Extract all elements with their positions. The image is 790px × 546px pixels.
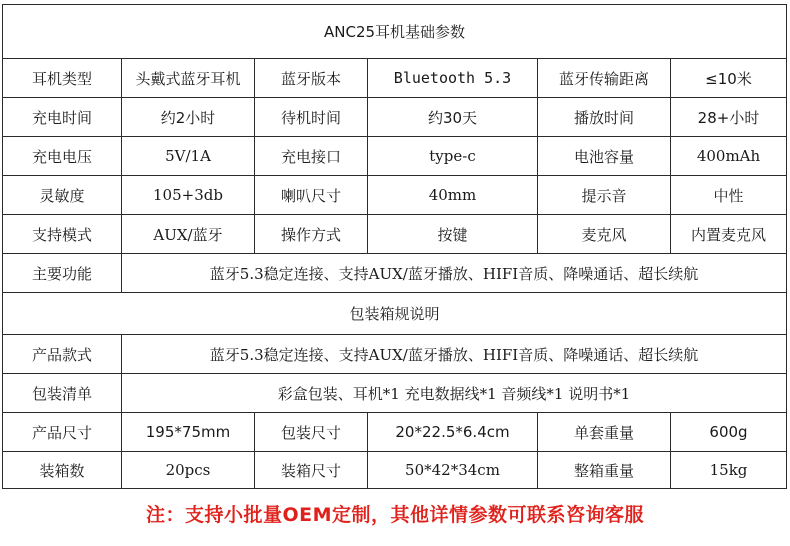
packaging-title: 包装箱规说明 <box>3 293 787 335</box>
spec-cell-value: 约2小时 <box>122 98 255 137</box>
spec-cell-value: type-c <box>368 137 538 176</box>
pack-cell-value: 15kg <box>671 452 787 489</box>
spec-cell-label: 待机时间 <box>255 98 368 137</box>
packing-list-value: 彩盒包装、耳机*1 充电数据线*1 音频线*1 说明书*1 <box>122 374 787 413</box>
spec-cell-value: 按键 <box>368 215 538 254</box>
spec-cell-label: 电池容量 <box>538 137 671 176</box>
spec-cell-value: 400mAh <box>671 137 787 176</box>
spec-table <box>2 4 787 489</box>
spec-cell-label: 灵敏度 <box>3 176 122 215</box>
spec-cell-value: 中性 <box>671 176 787 215</box>
pack-cell-label: 产品尺寸 <box>3 413 122 452</box>
spec-sheet <box>2 4 786 489</box>
function-label: 主要功能 <box>3 254 122 293</box>
pack-cell-value: 600g <box>671 413 787 452</box>
spec-cell-label: 麦克风 <box>538 215 671 254</box>
pack-cell-value: 195*75mm <box>122 413 255 452</box>
spec-cell-value: 内置麦克风 <box>671 215 787 254</box>
spec-cell-value: 头戴式蓝牙耳机 <box>122 59 255 98</box>
spec-cell-label: 充电电压 <box>3 137 122 176</box>
oem-note: 注：支持小批量OEM定制，其他详情参数可联系咨询客服 <box>145 504 645 526</box>
spec-cell-value: AUX/蓝牙 <box>122 215 255 254</box>
pack-cell-value: 50*42*34cm <box>368 452 538 489</box>
style-value: 蓝牙5.3稳定连接、支持AUX/蓝牙播放、HIFI音质、降噪通话、超长续航 <box>122 335 787 374</box>
spec-cell-value: ≤10米 <box>671 59 787 98</box>
spec-cell-value: 105+3db <box>122 176 255 215</box>
pack-cell-label: 单套重量 <box>538 413 671 452</box>
spec-cell-value: 约30天 <box>368 98 538 137</box>
spec-cell-label: 提示音 <box>538 176 671 215</box>
spec-cell-value: 28+小时 <box>671 98 787 137</box>
spec-cell-label: 喇叭尺寸 <box>255 176 368 215</box>
spec-cell-label: 播放时间 <box>538 98 671 137</box>
spec-cell-label: 充电时间 <box>3 98 122 137</box>
pack-cell-label: 包装尺寸 <box>255 413 368 452</box>
spec-cell-label: 蓝牙传输距离 <box>538 59 671 98</box>
pack-cell-label: 装箱尺寸 <box>255 452 368 489</box>
spec-cell-label: 耳机类型 <box>3 59 122 98</box>
spec-title: ANC25耳机基础参数 <box>3 5 787 59</box>
spec-cell-label: 蓝牙版本 <box>255 59 368 98</box>
style-label: 产品款式 <box>3 335 122 374</box>
packing-list-label: 包装清单 <box>3 374 122 413</box>
pack-cell-label: 整箱重量 <box>538 452 671 489</box>
spec-cell-value: 5V/1A <box>122 137 255 176</box>
pack-cell-value: 20pcs <box>122 452 255 489</box>
spec-cell-value: Bluetooth 5.3 <box>368 59 538 98</box>
pack-cell-value: 20*22.5*6.4cm <box>368 413 538 452</box>
spec-cell-label: 操作方式 <box>255 215 368 254</box>
spec-cell-label: 充电接口 <box>255 137 368 176</box>
pack-cell-label: 装箱数 <box>3 452 122 489</box>
spec-cell-value: 40mm <box>368 176 538 215</box>
spec-cell-label: 支持模式 <box>3 215 122 254</box>
function-value: 蓝牙5.3稳定连接、支持AUX/蓝牙播放、HIFI音质、降噪通话、超长续航 <box>122 254 787 293</box>
